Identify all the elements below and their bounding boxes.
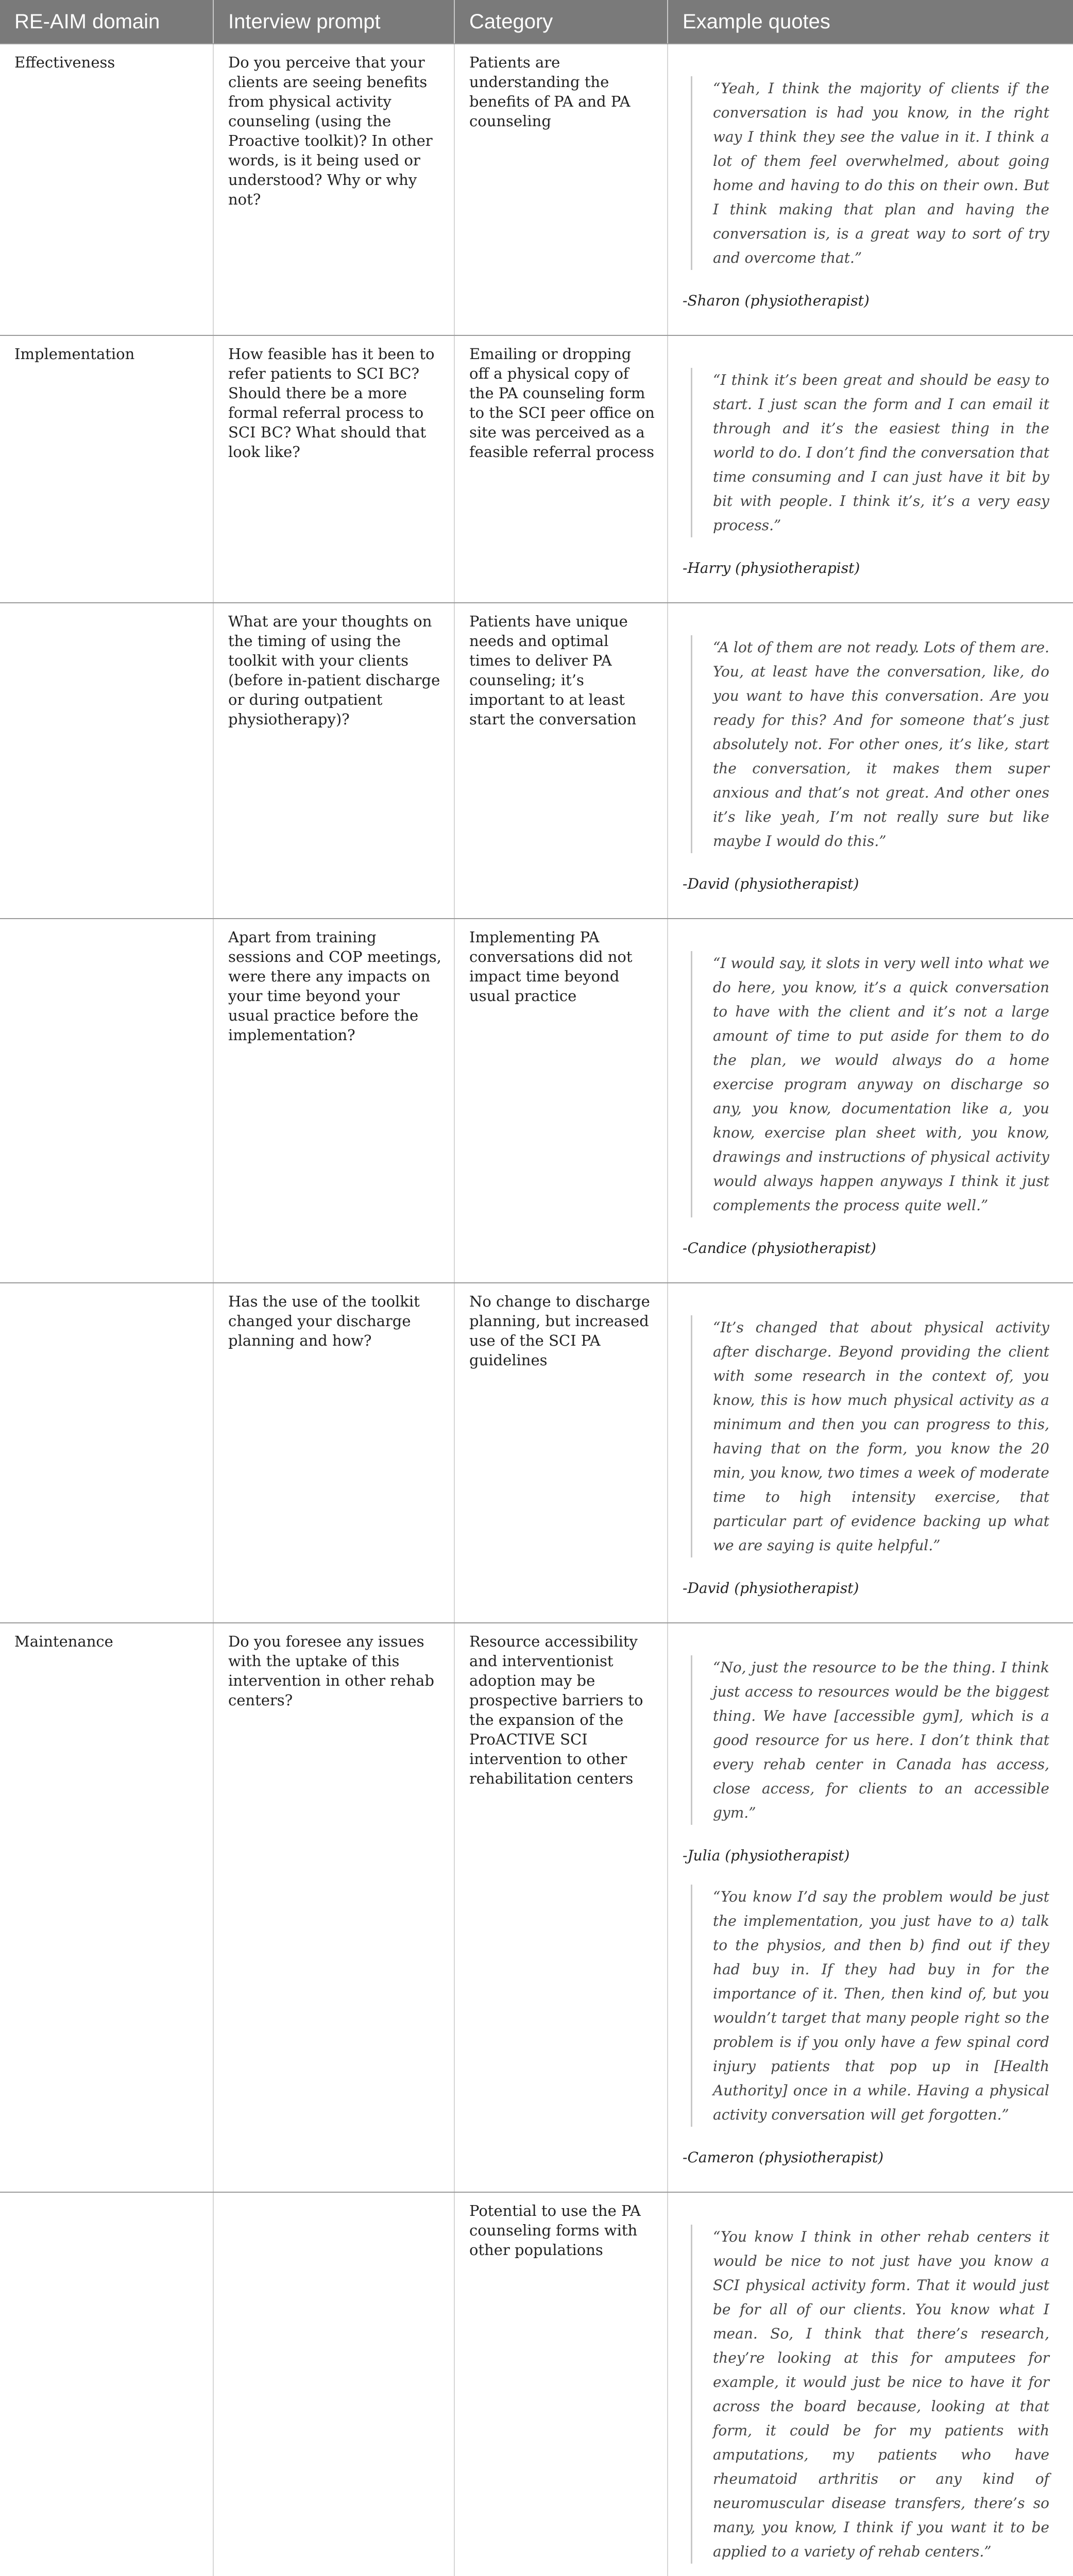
domain-cell: Effectiveness: [0, 44, 213, 335]
quotes-cell: [668, 1283, 1073, 1623]
table-row: [0, 44, 1073, 335]
table-row: [0, 1283, 1073, 1623]
quotes-cell: [668, 44, 1073, 335]
quote-attribution: -Julia (physiotherapist): [683, 1847, 850, 1864]
quotes-cell: [668, 1623, 1073, 2192]
table-row: [0, 2192, 1073, 2576]
category-cell: Implementing PA conversations did not impact time beyond usual practice: [454, 919, 668, 1283]
quote-text: “I would say, it slots in very well into what we do here, you know, it’s a quick conversation to have with the client and it’s not a large amount of time to put aside for them to do the plan, we would always do a home exercise program anyway on discharge so any, you know, documentation like a, you know, exercise plan sheet with, you know, drawings and instructions of physical activity would always happen anyways I think it just complements the process quite well.”: [691, 951, 1054, 1217]
quotes-cell: [668, 335, 1073, 603]
table-header-row: [0, 0, 1073, 44]
prompt-cell: Do you perceive that your clients are seeing benefits from physical activity counseling (using the Proactive toolkit)? In other words, is it being used or understood? Why or why not?: [213, 44, 454, 335]
prompt-cell: Has the use of the toolkit changed your discharge planning and how?: [213, 1283, 454, 1623]
table-row: [0, 919, 1073, 1283]
table-row: [0, 1623, 1073, 2192]
table-row: [0, 603, 1073, 919]
quote-attribution: -David (physiotherapist): [683, 1580, 859, 1597]
domain-cell: [0, 919, 213, 1283]
prompt-cell: Do you foresee any issues with the uptake of this intervention in other rehab centers?: [213, 1623, 454, 2192]
quote-attribution: -Cameron (physiotherapist): [683, 2149, 884, 2166]
category-cell: Potential to use the PA counseling forms with other populations: [454, 2192, 668, 2576]
quote-text: “It’s changed that about physical activity after discharge. Beyond providing the client with some research in the context of, you know, this is how much physical activity as a minimum and then you can progress to this, having that on the form, you know the 20 min, you know, two times a week of moderate time to high intensity exercise, that particular part of evidence backing up what we are saying is quite helpful.”: [691, 1315, 1054, 1557]
quote-attribution: -Candice (physiotherapist): [683, 1240, 876, 1257]
category-cell: Emailing or dropping off a physical copy of the PA counseling form to the SCI peer office on site was perceived as a feasible referral process: [454, 335, 668, 603]
category-cell: Resource accessibility and interventionist adoption may be prospective barriers to the expansion of the ProACTIVE SCI intervention to other rehabilitation centers: [454, 1623, 668, 2192]
quote-text: “You know I’d say the problem would be just the implementation, you just have to a) talk to the physios, and then b) find out if they had buy in. If they had buy in for the importance of it. Then, then kind of, but you wouldn’t target that many people right so the problem is if you only have a few spinal cord injury patients that pop up in [Health Authority] once in a while. Having a physical activity conversation will get forgotten.”: [691, 1885, 1054, 2127]
header-re-aim-domain: RE-AIM domain: [0, 0, 213, 44]
domain-cell: [0, 603, 213, 919]
quotes-cell: [668, 919, 1073, 1283]
category-cell: Patients have unique needs and optimal times to deliver PA counseling; it’s important to at least start the conversation: [454, 603, 668, 919]
quote-attribution: -Sharon (physiotherapist): [683, 292, 870, 309]
category-cell: No change to discharge planning, but increased use of the SCI PA guidelines: [454, 1283, 668, 1623]
quote-text: “Yeah, I think the majority of clients if the conversation is had you know, in the right way I think they see the value in it. I think a lot of them feel overwhelmed, about going home and having to do this on their own. But I think making that plan and having the conversation is, is a great way to sort of try and overcome that.”: [691, 76, 1054, 270]
quotes-cell: [668, 2192, 1073, 2576]
quote-text: “You know I think in other rehab centers it would be nice to not just have you know a SCI physical activity form. That it would just be for all of our clients. You know what I mean. So, I think that there’s research, they’re looking at this for amputees for example, it would just be nice to have it for across the board because, looking at that form, it could be for my patients with amputations, my patients who have rheumatoid arthritis or any kind of neuromuscular disease transfers, there’s so many, you know, I think if you want it to be applied to a variety of rehab centers.”: [691, 2225, 1054, 2564]
quote-attribution: -Harry (physiotherapist): [683, 560, 860, 577]
domain-cell: [0, 2192, 213, 2576]
quote-attribution: -David (physiotherapist): [683, 875, 859, 892]
domain-cell: [0, 1283, 213, 1623]
quote-text: “A lot of them are not ready. Lots of them are. You, at least have the conversation, like, do you want to have this conversation. Are you ready for this? And for someone that’s just absolutely not. For other ones, it’s like, start the conversation, it makes them super anxious and that’s not great. And other ones it’s like yeah, I’m not really sure but like maybe I would do this.”: [691, 635, 1054, 853]
domain-cell: Maintenance: [0, 1623, 213, 2192]
prompt-cell: How feasible has it been to refer patients to SCI BC? Should there be a more formal referral process to SCI BC? What should that look like?: [213, 335, 454, 603]
quote-text: “I think it’s been great and should be easy to start. I just scan the form and I can email it through and it’s the easiest thing in the world to do. I don’t find the conversation that time consuming and I can just have it bit by bit with people. I think it’s, it’s a very easy process.”: [691, 368, 1054, 537]
prompt-cell: [213, 2192, 454, 2576]
prompt-cell: Apart from training sessions and COP meetings, were there any impacts on your time beyond your usual practice before the implementation?: [213, 919, 454, 1283]
quote-text: “No, just the resource to be the thing. I think just access to resources would be the biggest thing. We have [accessible gym], which is a good resource for us here. I don’t think that every rehab center in Canada has access, close access, for clients to an accessible gym.”: [691, 1655, 1054, 1825]
category-cell: Patients are understanding the benefits of PA and PA counseling: [454, 44, 668, 335]
domain-cell: Implementation: [0, 335, 213, 603]
header-category: Category: [454, 0, 668, 44]
prompt-cell: What are your thoughts on the timing of using the toolkit with your clients (before in-patient discharge or during outpatient physiotherapy)?: [213, 603, 454, 919]
header-example-quotes: Example quotes: [668, 0, 1073, 44]
quotes-cell: [668, 603, 1073, 919]
header-interview-prompt: Interview prompt: [213, 0, 454, 44]
table-row: [0, 335, 1073, 603]
